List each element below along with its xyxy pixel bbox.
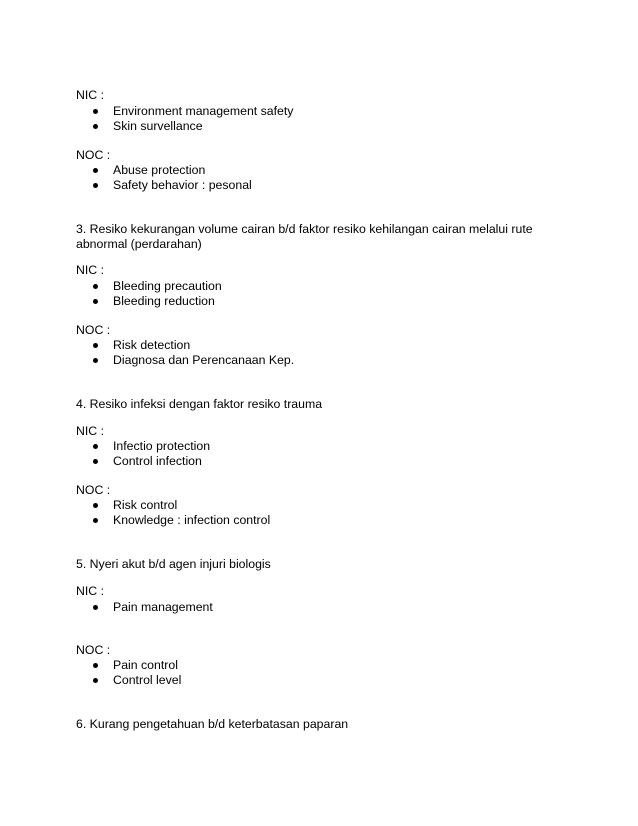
bullet-icon [93, 183, 98, 188]
diagnosis-heading: 3. Resiko kekurangan volume cairan b/d faktor resiko kehilangan cairan melalui rute [76, 222, 533, 236]
list-item: Environment management safety [113, 104, 294, 118]
list-item: Abuse protection [113, 163, 206, 177]
bullet-icon [93, 168, 98, 173]
list-item: Risk control [113, 498, 178, 512]
list-item: Bleeding reduction [113, 294, 215, 308]
bullet-icon [93, 343, 98, 348]
bullet-icon [93, 124, 98, 129]
bullet-icon [93, 299, 98, 304]
noc-label: NOC : [76, 483, 111, 497]
nic-label: NIC : [76, 88, 105, 102]
bullet-icon [93, 444, 98, 449]
bullet-icon [93, 518, 98, 523]
diagnosis-heading: 6. Kurang pengetahuan b/d keterbatasan paparan [76, 717, 349, 731]
noc-label: NOC : [76, 323, 111, 337]
list-item: Control level [113, 673, 182, 687]
diagnosis-heading: 5. Nyeri akut b/d agen injuri biologis [76, 557, 271, 571]
bullet-icon [93, 605, 98, 610]
bullet-icon [93, 663, 98, 668]
bullet-icon [93, 503, 98, 508]
list-item: Bleeding precaution [113, 279, 222, 293]
list-item: Diagnosa dan Perencanaan Kep. [113, 353, 295, 367]
bullet-icon [93, 358, 98, 363]
list-item: Skin survellance [113, 119, 203, 133]
bullet-icon [93, 459, 98, 464]
list-item: Knowledge : infection control [113, 513, 271, 527]
noc-label: NOC : [76, 148, 111, 162]
nic-label: NIC : [76, 263, 105, 277]
bullet-icon [93, 678, 98, 683]
list-item: Control infection [113, 454, 202, 468]
list-item: Pain management [113, 600, 213, 614]
list-item: Infectio protection [113, 439, 211, 453]
bullet-icon [93, 109, 98, 114]
diagnosis-heading: 4. Resiko infeksi dengan faktor resiko trauma [76, 397, 323, 411]
diagnosis-heading-continued: abnormal (perdarahan) [76, 237, 202, 251]
list-item: Safety behavior : pesonal [113, 178, 252, 192]
noc-label: NOC : [76, 643, 111, 657]
nic-label: NIC : [76, 424, 105, 438]
list-item: Risk detection [113, 338, 191, 352]
list-item: Pain control [113, 658, 178, 672]
nic-label: NIC : [76, 584, 105, 598]
bullet-icon [93, 284, 98, 289]
